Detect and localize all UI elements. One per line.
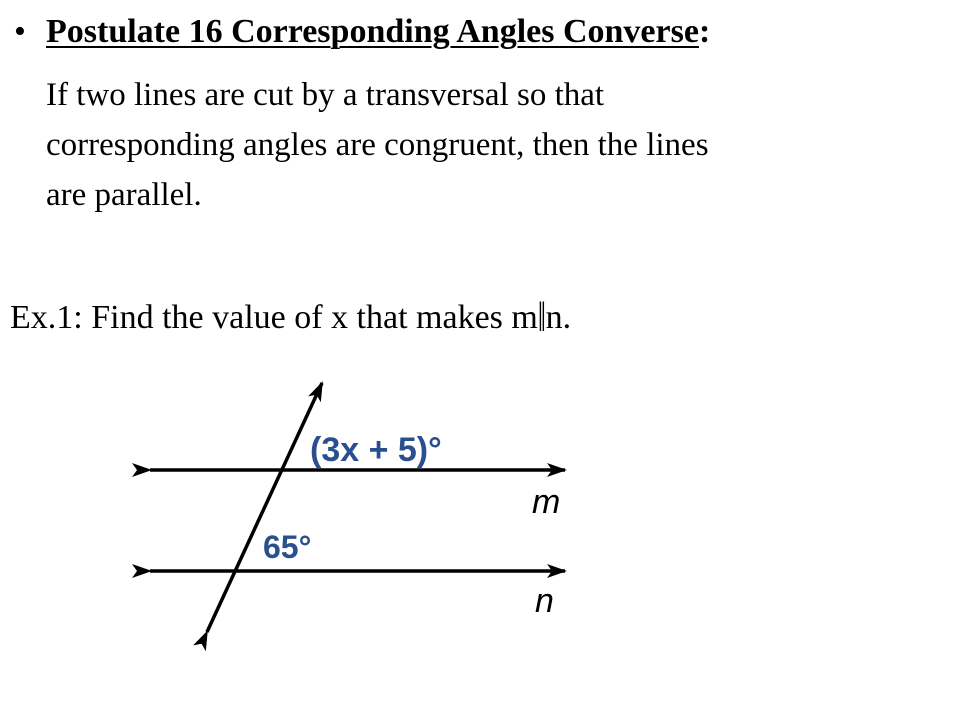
heading-colon: : <box>698 13 711 50</box>
statement-line-1: If two lines are cut by a transversal so that <box>46 77 605 113</box>
statement-line-2: corresponding angles are congruent, then the lines <box>46 127 709 163</box>
example-suffix: n. <box>545 299 572 336</box>
transversal-line <box>207 383 322 632</box>
line-m-label: m <box>532 483 561 521</box>
angle-bottom-label: 65° <box>263 529 312 565</box>
example-prefix: Ex.1: Find the value of x that makes m <box>10 299 538 336</box>
statement-line-3: are parallel. <box>46 177 202 213</box>
bullet-point: • <box>14 13 26 50</box>
angle-top-label: (3x + 5)° <box>310 431 442 469</box>
line-n-label: n <box>535 582 554 620</box>
postulate-heading: Postulate 16 Corresponding Angles Converse <box>46 13 699 50</box>
parallel-symbol: ‖ <box>537 295 546 341</box>
